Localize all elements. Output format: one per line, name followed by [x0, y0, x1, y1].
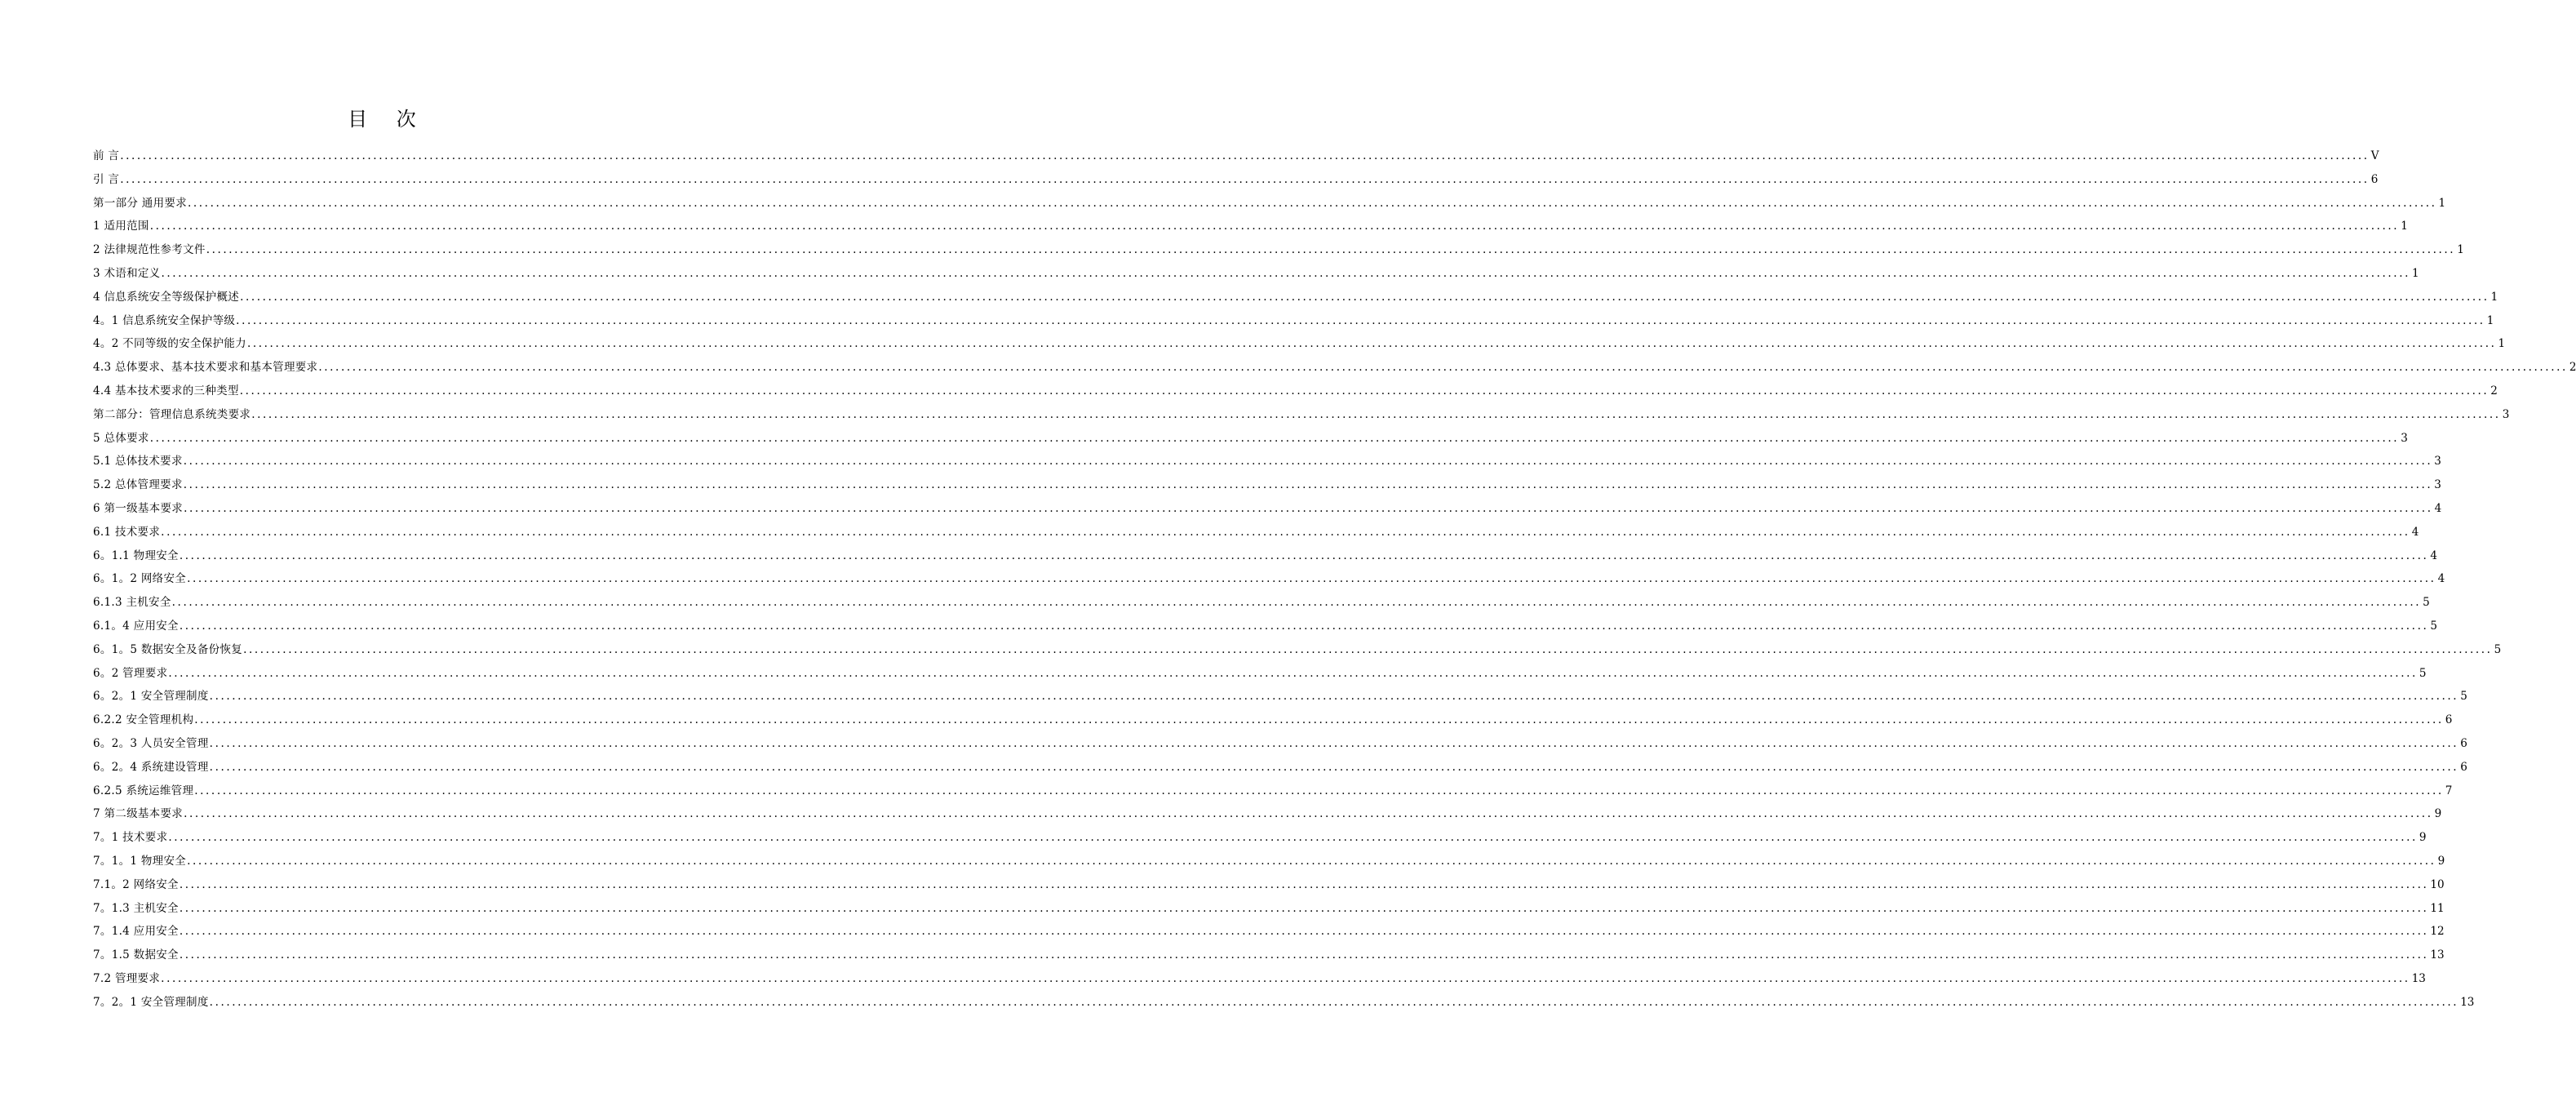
- toc-dot-leader: ................................................................................................................................................................................................................................................................................................................................................................................................................: [171, 596, 2422, 610]
- toc-entry-page-number: 1: [2412, 266, 2419, 280]
- toc-entry-page-number: 1: [2486, 313, 2494, 327]
- toc-dot-leader: ................................................................................................................................................................................................................................................................................................................................................................................................................: [188, 196, 2437, 210]
- toc-dot-leader: ................................................................................................................................................................................................................................................................................................................................................................................................................: [120, 149, 2370, 162]
- toc-dot-leader: ................................................................................................................................................................................................................................................................................................................................................................................................................: [243, 642, 2493, 656]
- toc-dot-leader: ................................................................................................................................................................................................................................................................................................................................................................................................................: [149, 220, 2400, 233]
- toc-entry-page-number: 3: [2434, 478, 2441, 492]
- toc-entry-label: 6.1。4 应用安全: [93, 619, 179, 633]
- toc-dot-leader: ................................................................................................................................................................................................................................................................................................................................................................................................................: [149, 431, 2400, 445]
- toc-entry-page-number: 2: [2569, 361, 2576, 375]
- toc-entry[interactable]: [93, 170, 2379, 193]
- toc-entry[interactable]: [93, 381, 2498, 405]
- toc-entry-label: 4。1 信息系统安全保护等级: [93, 313, 236, 327]
- toc-entry-page-number: 1: [2401, 220, 2408, 233]
- toc-entry-label: 7。2。1 安全管理制度: [93, 995, 209, 1009]
- toc-entry-page-number: 6: [2370, 172, 2379, 186]
- toc-entry[interactable]: [93, 287, 2498, 311]
- toc-entry[interactable]: [93, 875, 2445, 899]
- toc-entry-label: 4.3 总体要求、基本技术要求和基本管理要求: [93, 361, 318, 375]
- toc-entry[interactable]: [93, 193, 2446, 217]
- toc-entry[interactable]: [93, 616, 2437, 640]
- toc-entry-page-number: 3: [2502, 407, 2510, 421]
- toc-dot-leader: ................................................................................................................................................................................................................................................................................................................................................................................................................: [209, 995, 2459, 1009]
- toc-entry-label: 2 法律规范性参考文件: [93, 243, 206, 257]
- toc-entry-label: 6。2。1 安全管理制度: [93, 690, 209, 704]
- toc-entry-label: 6。2 管理要求: [93, 666, 168, 680]
- toc-entry[interactable]: [93, 429, 2408, 452]
- toc-entry-label: 6.1.3 主机安全: [93, 596, 171, 610]
- toc-entry-label: 7。1。1 物理安全: [93, 854, 187, 868]
- toc-entry[interactable]: [93, 405, 2510, 429]
- toc-dot-leader: ................................................................................................................................................................................................................................................................................................................................................................................................................: [161, 266, 2410, 280]
- toc-dot-leader: ................................................................................................................................................................................................................................................................................................................................................................................................................: [184, 807, 2433, 821]
- toc-entry-page-number: 5: [2494, 642, 2502, 656]
- toc-entry[interactable]: [93, 828, 2427, 851]
- toc-entry-page-number: 9: [2434, 807, 2442, 821]
- toc-dot-leader: ................................................................................................................................................................................................................................................................................................................................................................................................................: [120, 172, 2370, 186]
- toc-dot-leader: ................................................................................................................................................................................................................................................................................................................................................................................................................: [179, 901, 2429, 915]
- toc-entry-label: 5.1 总体技术要求: [93, 455, 183, 469]
- toc-entry-label: 7。1.5 数据安全: [93, 948, 179, 962]
- toc-entry-label: 4 信息系统安全等级保护概述: [93, 290, 240, 304]
- toc-dot-leader: ................................................................................................................................................................................................................................................................................................................................................................................................................: [168, 666, 2418, 680]
- toc-entry[interactable]: [93, 945, 2445, 969]
- toc-entry-page-number: 3: [2434, 455, 2441, 469]
- toc-entry-page-number: 3: [2401, 431, 2408, 445]
- toc-dot-leader: ................................................................................................................................................................................................................................................................................................................................................................................................................: [206, 243, 2456, 257]
- toc-dot-leader: ................................................................................................................................................................................................................................................................................................................................................................................................................: [246, 337, 2497, 351]
- toc-entry-page-number: 1: [2498, 337, 2506, 351]
- toc-entry-label: 第二部分：管理信息系统类要求: [93, 407, 251, 421]
- toc-dot-leader: ................................................................................................................................................................................................................................................................................................................................................................................................................: [179, 548, 2429, 562]
- toc-entry-label: 6.2.2 安全管理机构: [93, 713, 194, 727]
- toc-entry-page-number: 6: [2460, 760, 2467, 774]
- toc-entry[interactable]: [93, 216, 2408, 240]
- toc-entry-page-number: 13: [2430, 948, 2445, 962]
- toc-entry[interactable]: [93, 264, 2419, 287]
- toc-entry[interactable]: [93, 922, 2445, 945]
- toc-entry[interactable]: [93, 593, 2430, 616]
- toc-entry-label: 6.2.5 系统运维管理: [93, 784, 194, 797]
- toc-entry[interactable]: [93, 757, 2467, 781]
- toc-entry[interactable]: [93, 640, 2502, 664]
- toc-dot-leader: ................................................................................................................................................................................................................................................................................................................................................................................................................: [184, 501, 2433, 515]
- toc-dot-leader: ................................................................................................................................................................................................................................................................................................................................................................................................................: [240, 290, 2490, 304]
- toc-dot-leader: ................................................................................................................................................................................................................................................................................................................................................................................................................: [209, 736, 2459, 750]
- toc-entry-page-number: 1: [2457, 243, 2464, 257]
- toc-dot-leader: ................................................................................................................................................................................................................................................................................................................................................................................................................: [251, 407, 2501, 421]
- toc-entry-label: 4。2 不同等级的安全保护能力: [93, 337, 246, 351]
- toc-entry[interactable]: [93, 804, 2442, 828]
- toc-entry-label: 引 言: [93, 172, 120, 186]
- toc-entry[interactable]: [93, 451, 2441, 475]
- toc-entry-page-number: 5: [2430, 619, 2437, 633]
- toc-dot-leader: ................................................................................................................................................................................................................................................................................................................................................................................................................: [318, 361, 2568, 375]
- toc-entry-label: 7。1 技术要求: [93, 831, 168, 845]
- toc-entry-page-number: 1: [2490, 290, 2498, 304]
- toc-entry-label: 6。1。5 数据安全及备份恢复: [93, 642, 243, 656]
- toc-dot-leader: ................................................................................................................................................................................................................................................................................................................................................................................................................: [179, 619, 2429, 633]
- toc-dot-leader: ................................................................................................................................................................................................................................................................................................................................................................................................................: [209, 690, 2459, 704]
- toc-dot-leader: ................................................................................................................................................................................................................................................................................................................................................................................................................: [161, 971, 2410, 985]
- toc-entry[interactable]: [93, 522, 2419, 546]
- toc-entry[interactable]: [93, 146, 2379, 170]
- toc-entry-page-number: 7: [2445, 784, 2453, 797]
- toc-entry-page-number: V: [2370, 149, 2379, 162]
- toc-entry[interactable]: [93, 851, 2445, 875]
- toc-entry[interactable]: [93, 311, 2494, 335]
- toc-entry-page-number: 5: [2423, 596, 2430, 610]
- toc-entry-label: 第一部分 通用要求: [93, 196, 187, 210]
- toc-entry[interactable]: [93, 781, 2453, 805]
- toc-entry-page-number: 13: [2460, 995, 2475, 1009]
- toc-dot-leader: ................................................................................................................................................................................................................................................................................................................................................................................................................: [179, 877, 2429, 891]
- toc-title: 目 次: [348, 108, 428, 131]
- toc-entry-label: 7.1。2 网络安全: [93, 877, 179, 891]
- toc-dot-leader: ................................................................................................................................................................................................................................................................................................................................................................................................................: [236, 313, 2485, 327]
- toc-entry[interactable]: [93, 358, 2576, 381]
- toc-dot-leader: ................................................................................................................................................................................................................................................................................................................................................................................................................: [194, 784, 2444, 797]
- toc-dot-leader: ................................................................................................................................................................................................................................................................................................................................................................................................................: [187, 572, 2436, 586]
- toc-entry-page-number: 1: [2438, 196, 2446, 210]
- toc-dot-leader: ................................................................................................................................................................................................................................................................................................................................................................................................................: [183, 455, 2433, 469]
- toc-entry-label: 6。1.1 物理安全: [93, 548, 179, 562]
- toc-entry-page-number: 9: [2437, 854, 2445, 868]
- toc-entry-page-number: 2: [2490, 384, 2498, 397]
- toc-entry-label: 5.2 总体管理要求: [93, 478, 183, 492]
- toc-entry-page-number: 11: [2430, 901, 2445, 915]
- toc-dot-leader: ................................................................................................................................................................................................................................................................................................................................................................................................................: [183, 478, 2433, 492]
- toc-entry[interactable]: [93, 899, 2445, 922]
- toc-dot-leader: ................................................................................................................................................................................................................................................................................................................................................................................................................: [187, 854, 2436, 868]
- toc-entry[interactable]: [93, 686, 2467, 710]
- toc-entry-label: 7 第二级基本要求: [93, 807, 184, 821]
- toc-entry-label: 6 第一级基本要求: [93, 501, 184, 515]
- toc-list: [93, 146, 2576, 1015]
- toc-entry-page-number: 4: [2434, 501, 2442, 515]
- toc-entry[interactable]: [93, 334, 2506, 358]
- toc-entry[interactable]: [93, 734, 2467, 757]
- toc-entry-page-number: 6: [2445, 713, 2453, 727]
- toc-entry[interactable]: [93, 240, 2464, 264]
- toc-entry-page-number: 5: [2419, 666, 2427, 680]
- toc-entry-page-number: 10: [2430, 877, 2445, 891]
- toc-dot-leader: ................................................................................................................................................................................................................................................................................................................................................................................................................: [161, 525, 2410, 539]
- toc-entry[interactable]: [93, 569, 2445, 593]
- toc-dot-leader: ................................................................................................................................................................................................................................................................................................................................................................................................................: [209, 760, 2459, 774]
- toc-entry[interactable]: [93, 664, 2427, 687]
- toc-entry[interactable]: [93, 546, 2437, 570]
- toc-entry-label: 1 适用范围: [93, 220, 149, 233]
- toc-entry[interactable]: [93, 499, 2442, 522]
- toc-entry-label: 6。2。3 人员安全管理: [93, 736, 209, 750]
- toc-entry-page-number: 12: [2430, 925, 2445, 939]
- toc-entry-page-number: 6: [2460, 736, 2467, 750]
- toc-entry-label: 前 言: [93, 149, 120, 162]
- toc-dot-leader: ................................................................................................................................................................................................................................................................................................................................................................................................................: [168, 831, 2418, 845]
- toc-entry-page-number: 5: [2460, 690, 2467, 704]
- toc-entry-label: 4.4 基本技术要求的三种类型: [93, 384, 239, 397]
- toc-entry-page-number: 13: [2411, 971, 2426, 985]
- toc-dot-leader: ................................................................................................................................................................................................................................................................................................................................................................................................................: [179, 948, 2429, 962]
- toc-entry-label: 6。2。4 系统建设管理: [93, 760, 209, 774]
- toc-entry-label: 5 总体要求: [93, 431, 149, 445]
- toc-entry-label: 6。1。2 网络安全: [93, 572, 187, 586]
- toc-entry[interactable]: [93, 710, 2453, 734]
- toc-entry[interactable]: [93, 993, 2475, 1016]
- toc-entry[interactable]: [93, 969, 2426, 993]
- toc-dot-leader: ................................................................................................................................................................................................................................................................................................................................................................................................................: [194, 713, 2444, 727]
- toc-entry-page-number: 4: [2437, 572, 2445, 586]
- toc-entry-label: 7。1.4 应用安全: [93, 925, 179, 939]
- toc-dot-leader: ................................................................................................................................................................................................................................................................................................................................................................................................................: [179, 925, 2429, 939]
- toc-entry-label: 7。1.3 主机安全: [93, 901, 179, 915]
- toc-entry-page-number: 4: [2430, 548, 2437, 562]
- toc-entry-page-number: 9: [2419, 831, 2427, 845]
- toc-entry[interactable]: [93, 475, 2441, 499]
- toc-entry-label: 3 术语和定义: [93, 266, 161, 280]
- toc-dot-leader: ................................................................................................................................................................................................................................................................................................................................................................................................................: [239, 384, 2490, 397]
- toc-entry-label: 6.1 技术要求: [93, 525, 161, 539]
- toc-entry-page-number: 4: [2411, 525, 2419, 539]
- toc-entry-label: 7.2 管理要求: [93, 971, 161, 985]
